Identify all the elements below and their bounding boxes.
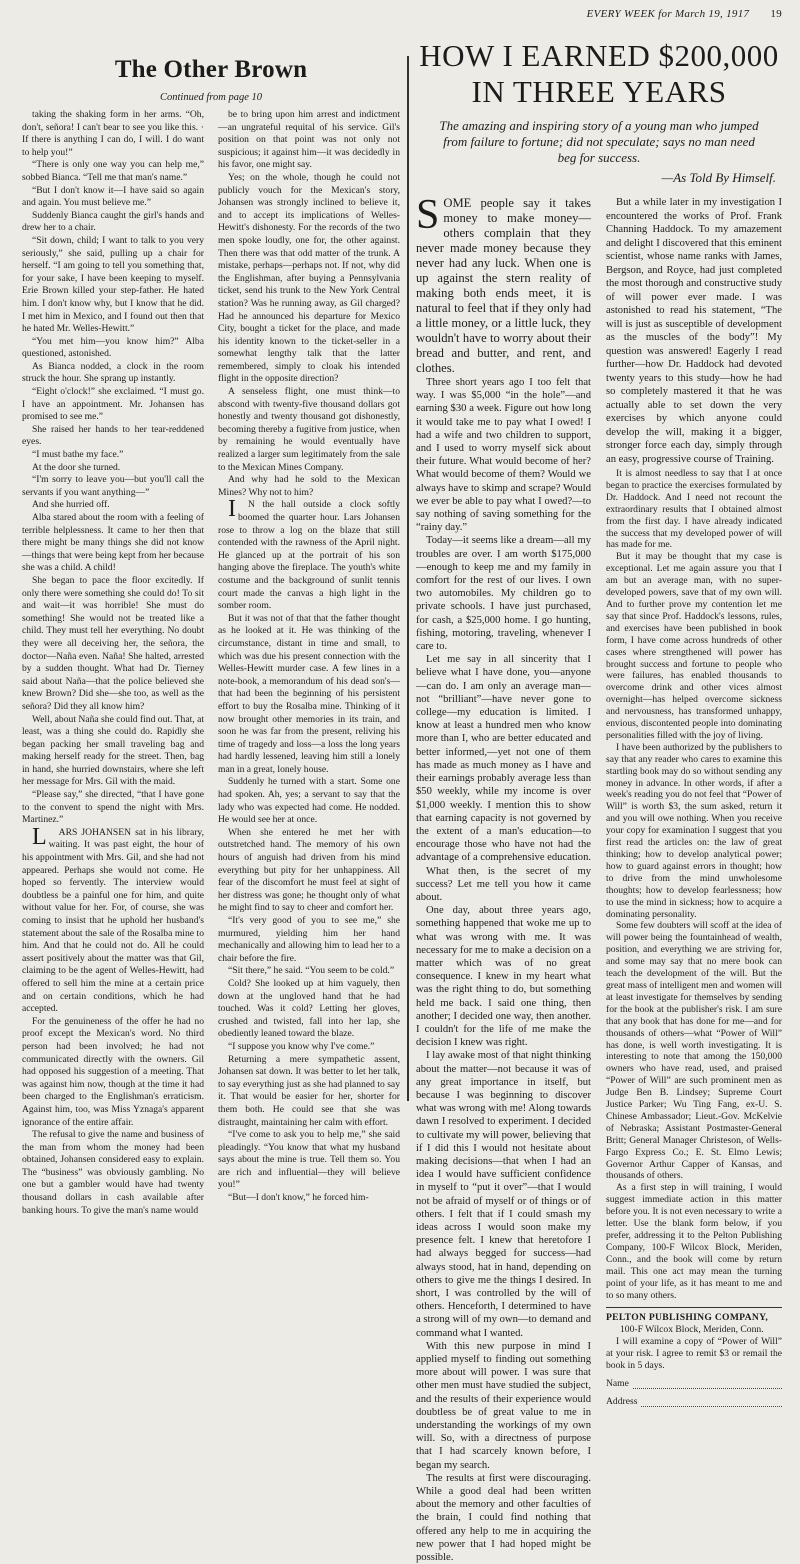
- paragraph: “Please say,” she directed, “that I have gone to the convent to spend the night with Mrs. Martinez.”: [22, 789, 204, 826]
- paragraph: It is almost needless to say that I at once began to practice the exercises formulated by Dr. Haddock. And I need not recount the extraordinary results that I obtained almost from the first day. I have already indicated the success that my developed power of will has made for me.: [606, 468, 782, 551]
- paragraph: “I must bathe my face.”: [32, 449, 124, 461]
- story-title: The Other Brown: [114, 56, 308, 83]
- headline-line-2: IN THREE YEARS: [471, 74, 727, 109]
- paragraph: LARS JOHANSEN sat in his library, waiting. It was past eight, the hour of his appointment with Mrs. Gil, and she had not appeared. Perhaps she would not come. He hoped so fervently. The interview would doubtless be a painful one for him, and quite without value for her. For, of course, she was coming to insist that he uphold her husband's statement about the sale of the Rosalba mine to him. And that he could not do. All he could assert positively about the matter was that Gil, claiming to be the agent of Welles-Hewitt, had offered to sell him the mine at a certain price and on certain conditions, which he had accepted.: [22, 823, 204, 1015]
- paragraph: Let me say in all sincerity that I believe what I have done, you—anyone—can do. I am only an average man—not “brilliant”—have never gone to college—my education is limited. I know at least a hundred men who know more than I, who are better educated and better informed,—yet not one of them has made as much money as I have and their earnings probably average less than $50 weekly, while my income is over $1,000 weekly. I mention this to show that earning capacity is not governed by the extent of a man's education—to encourage those who have not had the advantage of a comprehensive education.: [416, 654, 592, 864]
- paragraph: Three short years ago I too felt that way. I was $5,000 “in the hole”—and earning $30 a week. Figure out how long it would take me to pay what I owed! I had a wife and two children to support, and I used to worry myself sick about their future. What would become of her? What would become of them? Would we always have to skimp and scrape? Would we ever be able to pay what I owed?—to say nothing of saving something for the “rainy day.”: [416, 377, 591, 534]
- column-rule: [407, 56, 409, 1101]
- lead-paragraph: [416, 192, 591, 376]
- paragraph: With this new purpose in mind I applied myself to finding out something more about will power. I was sure that other men must have studied the subject, and the results of their experience would doubtless be of great value to me in understanding the workings of my own will. So, with a directness of purpose that I had scarcely known before, I began my search.: [416, 1340, 591, 1471]
- paragraph: And she hurried off.: [32, 499, 110, 511]
- paragraph: Cold? She looked up at him vaguely, then down at the ungloved hand that he had touched. Was it cold? Letting her gloves, crushed and twisted, fall into her lap, she obediently leaned toward the blaze.: [218, 977, 400, 1040]
- paragraph: “Sit down, child; I want to talk to you very seriously,” she said, pulling up a chair for herself. “I am going to tell you something that, for your sake, I have been keeping to myself. Erie Brown killed your step-father. He hated him. I don't know why, but I know that he did. I met him in Mexico, and I found out then that he hated Mr. Welles-Hewitt.”: [22, 234, 204, 335]
- paragraph: Some few doubters will scoff at the idea of will power being the fountainhead of wealth, position, and everything we are striving for, and some may say that no mere book can teach the development of the will. But the great mass of intelligent men and women will at least investigate for themselves by sending for the book at the publisher's risk. I am sure that any book that has done for me—and for thousands of others—what “Power of Will” has done, is well worth investigating. It is interesting to note that among the 150,000 owners who have read, used, and praised “Power of Will” are such prominent men as Judge Ben B. Lindsey; Supreme Court Justice Parker; Wu Ting Fang, ex-U. S. Chinese Ambassador; Lieut.-Gov. McKelvie of Nebraska; Assistant Postmaster-General Britt; General Manager Christeson, of Wells-Fargo Express Co.; E. St. Elmo Lewis; Governor Arthur Capper of Kansas, and thousands of others.: [606, 920, 782, 1182]
- paragraph: She raised her hands to her tear-reddened eyes.: [22, 423, 204, 448]
- lead-text: OME people say it takes money to make money—others complain that they never made money because they never had any luck. When one is up against the stern reality of making both ends meet, it is natural to feel that if they only had a little money, or a little luck, they wouldn't have to worry about their bread and butter, and rent, and clothes.: [416, 196, 591, 375]
- paragraph: “You met him—you know him?” Alba questioned, astonished.: [22, 335, 204, 360]
- paragraph: Today—it seems like a dream—all my troubles are over. I am worth $175,000—enough to keep me and my family in comfort for the rest of our lives. I own two automobiles. My children go to private schools. I have just purchased, for cash, a $25,000 home. I go hunting, fishing, motoring, traveling, whenever I care to.: [416, 535, 591, 653]
- paragraph: Alba stared about the room with a feeling of terrible helplessness. It came to her then that there might be many things she did not know—things that were being kept from her because she was a child. A child!: [22, 512, 204, 574]
- paragraph: One day, about three years ago, something happened that woke me up to what was wrong with me. It was necessary for me to make a decision on a matter which was of no great consequence. I knew in my heart what was the right thing to do, but something held me back. I said one thing, then another; I decided one way, then another. I couldn't for the life of me make the decision I knew was right.: [416, 905, 591, 1049]
- paragraph: And why had he sold to the Mexican Mines? Why not to him?: [218, 474, 400, 498]
- paragraph: taking the shaking form in her arms. “Oh, don't, señora! I can't bear to see you like this. · If there is anything I can do, I will. I do want to help you!”: [22, 109, 204, 158]
- paragraph: “But—I don't know,” he forced him-: [228, 1192, 369, 1204]
- paragraph: “It's very good of you to see me,” she murmured, yielding him her hand mechanically and allowing him to lead her to a chair before the fire.: [218, 915, 400, 964]
- name-label: Name: [606, 1378, 629, 1390]
- headline-line-1: HOW I EARNED: [419, 38, 651, 73]
- paragraph: But it was not of that that the father thought as he looked at it. He was thinking of the circumstance, distant in time and small, to which was due his present connection with the Welles-Hewitt murder case. A few lines in a note-book, a memorandum of his dead son's—that had been the beginning of his persistent effort to buy the Rosalba mine. Thinking of it now brought other memories in its train, and soon he was far from the present, reliving his time of tragedy and loss—a loss the long years had hardly lessened, leaving him still a lonely man in a great, lonely house.: [218, 612, 400, 775]
- paragraph: “I suppose you know why I've come.”: [228, 1040, 375, 1052]
- order-coupon[interactable]: [606, 1307, 782, 1408]
- paragraph: IN the hall outside a clock softly boomed the quarter hour. Lars Johansen rose to throw a log on the blaze that still contended with the rawness of the April night. He glanced up at the portrait of his son hanging above the fireplace. The youth's white costume and the background of sunlit tennis court made the canvas a high light in the somber room.: [218, 496, 400, 612]
- subheadline: The amazing and inspiring story of a young man who jumped from failure to fortune; did not speculate; says no man need beg for success.: [439, 118, 759, 165]
- coupon-address: 100-F Wilcox Block, Meriden, Conn.: [620, 1324, 764, 1336]
- paragraph: But a while later in my investigation I encountered the works of Prof. Frank Channing Haddock. To my amazement and delight I discovered that this eminent scientist, whose name ranks with James, Bergson, and Royce, had just completed the most thorough and constructive study of will power ever made. I was astonished to read his statement, “The will is just as susceptible of development as the muscles of the body”! My question was answered! Eagerly I read further—how Dr. Haddock had devoted twenty years to this study—how he had so completely mastered it that he was actually able to set down the very exercises by which anyone could develop the will, making it a bigger, stronger force each day, simply through an easy, progressive course of Training.: [606, 197, 782, 465]
- paragraph: Returning a mere sympathetic assent, Johansen sat down. It was better to let her talk, to say everything just as she had planned to say it. That would be easier for her, shorter for them both. He could see that she was distraught, maintaining her calm with effort.: [218, 1053, 400, 1128]
- article-column-1: [416, 192, 592, 1564]
- story-the-other-brown: [22, 50, 400, 1216]
- paragraph: I have been authorized by the publishers to say that any reader who cares to examine this startling book may do so without sending any money in advance. In other words, if after a week's reading you do not feel that “Power of Will” is worth $3, the sum asked, return it and you will owe nothing. When you receive your copy for examination I suggest that you first read the articles on: the law of great thinking; how to develop analytical power; how to guard against errors in thought; how to drive from the mind unwholesome thoughts; how to develop fearlessness; how to use the mind in sickness; how to acquire a dominating personality.: [606, 741, 782, 920]
- paragraph: Well, about Naña she could find out. That, at least, was a thing she could do. Rapidly she began packing her small traveling bag and making herself ready for the street. Then, bag in hand, she hurried downstairs, where she left her message for Mrs. Gil with the maid.: [22, 713, 204, 788]
- paragraph: I lay awake most of that night thinking about the matter—not because it was of any great importance in itself, but because I was beginning to discover what was wrong with me! Along towards dawn I resolved to experiment. I decided to cultivate my will power, believing that if I did this I would not hesitate about making decisions—that when I had an idea I would have sufficient confidence in myself to “put it over”—that I would not be afraid of myself or of things or of others. I felt that if I could smash my ideas across I would soon make my presence felt. I knew that heretofore I had always begged for success—had always stood, hat in hand, depending on others to give me the things I desired. In short, I was controlled by the will of others. Henceforth, I determined to have a strong will of my own—to demand and command what I wanted.: [416, 1050, 591, 1339]
- paragraph: “But I don't know it—I have said so again and again. You must believe me.”: [22, 184, 204, 209]
- paragraph: The results at first were discouraging. While a good deal had been written about the memory and other faculties of the brain, I could find nothing that offered any help to me in acquiring the new power that I had hoped might be possible.: [416, 1472, 591, 1564]
- paragraph: “I've come to ask you to help me,” she said pleadingly. “You know that what my husband says about the mine is true. Tell them so. You are rich and influential—they will believe you!”: [218, 1129, 400, 1191]
- paragraph: Yes; on the whole, though he could not publicly vouch for the Mexican's story, Johansen was strongly inclined to believe it, and to accept its implications of Welles-Hewitt's dishonesty. For the records of the two men spoke loudly, one for, the other against. Then there was that odd matter of the trunk. A mistake, perhaps—perhaps not. If not, why did the Englishman, after buying a Pennsylvania ticket, send his trunk to the New York Central station? Was he running away, as Gil charged? Had he announced his departure for Mexico City, bought a ticket for the place, and made his identity known to the ticket-seller in a somewhat lengthy talk that the latter remembered, simply to cloak his intended flight in the opposite direction?: [218, 171, 400, 385]
- coupon-company: PELTON PUBLISHING COMPANY,: [606, 1312, 769, 1324]
- headline-amount: $200,000: [658, 38, 779, 73]
- story-column-2: [218, 109, 400, 1217]
- paragraph: “Eight o'clock!” she exclaimed. “I must go. I have an appointment. Mr. Johansen has promised to see me.”: [22, 386, 204, 423]
- paragraph: As Bianca nodded, a clock in the room struck the hour. She sprang up instantly.: [22, 360, 204, 385]
- paragraph: A senseless flight, one must think—to abscond with twenty-five thousand dollars got honestly and twenty thousand got dishonestly, becoming thereby a fugitive from justice, when by remaining he would eventually have realized a larger sum legitimately from the sale to the Mexican Mines Company.: [218, 386, 400, 473]
- story-column-1: [22, 109, 204, 1217]
- paragraph: be to bring upon him arrest and indictment—an ungrateful requital of his service. Gil's position on that point was not only not suspicious; it against him—it was decidedly in his favor, one might say.: [218, 109, 400, 171]
- page-number: 19: [770, 8, 782, 20]
- publication-line: EVERY WEEK for March 19, 1917: [586, 8, 750, 20]
- paragraph: As a first step in will training, I would suggest immediate action in this matter before you. It is not even necessary to write a letter. Use the blank form below, if you prefer, addressing it to the Pelton Publishing Company, 100-F Wilcox Block, Meriden, Conn., and the book will come by return mail. This one act may mean the turning point of your life, as it has meant to me and to so many others.: [606, 1182, 782, 1301]
- headline: [416, 38, 782, 110]
- paragraph: What then, is the secret of my success? Let me tell you how it came about.: [416, 865, 591, 903]
- address-field[interactable]: [606, 1396, 782, 1408]
- paragraph: But it may be thought that my case is exceptional. Let me again assure you that I am but an average man, with no super-developed powers, save that of my own will. And to further prove my contention let me say that since Prof. Haddock's lessons, rules, and exercises have been published in book form, I have come across hundreds of other cases where strengthened will power has brought success and fortune to people who were failures, has enabled thousands to overcome drink and other vices almost overnight—has helped overcome sickness and nervousness, has transformed unhappy, envious, discontented people into dominating personalities filled with the joy of living.: [606, 551, 782, 741]
- paragraph: “Sit there,” he said. “You seem to be cold.”: [228, 965, 395, 977]
- paragraph: “There is only one way you can help me,” sobbed Bianca. “Tell me that man's name.”: [22, 159, 204, 183]
- running-head: [587, 8, 782, 20]
- paragraph: For the genuineness of the offer he had no proof except the Mexican's word. No third person had been involved; he had not communicated directly with the owners. Gil had opposed his suggestion of a meeting. That was against him now, though at the time it had been charged to the Englishman's erraticism. Against him, too, was Miss Yznaga's apparent ignorance of the entire affair.: [22, 1015, 204, 1128]
- paragraph: When she entered he met her with outstretched hand. The memory of his own hours of anguish had driven from his mind everything but pity for her unhappiness. All fear of the discomfort he must feel at sight of her distress was gone; he thought only of what he might find to say to cheer and comfort her.: [218, 826, 400, 914]
- address-label: Address: [606, 1396, 638, 1408]
- paragraph: At the door she turned.: [32, 461, 121, 473]
- name-line[interactable]: [633, 1378, 782, 1389]
- paragraph: She began to pace the floor excitedly. If only there were something she could do! To sit and wait—it was horrible! She must do something! She would not be treated like a child. They must tell her everything. No doubt they were all deceiving her, the señora, the doctor—Naña even. Naña! She halted, arrested by a sudden thought. What had Dr. Tierney said about Naña—that the police believed she knew Brown? Did she—she too, as well as the señora? Did they all know him?: [22, 574, 204, 712]
- drop-cap: S: [416, 192, 440, 238]
- story-how-i-earned: [416, 38, 782, 1564]
- coupon-offer: I will examine a copy of “Power of Will” at your risk. I agree to remit $3 or remail the book in 5 days.: [606, 1336, 782, 1372]
- paragraph: Suddenly Bianca caught the girl's hands and drew her to a chair.: [22, 209, 204, 234]
- paragraph: The refusal to give the name and business of the man from whom the money had been obtained, Johansen considered easy to explain. The “business” was obviously gambling. No one but a gambler would have had twenty thousand dollars in cash available after banking hours. To give the man's name would: [22, 1129, 204, 1216]
- continued-note: Continued from page 10: [160, 92, 262, 103]
- article-column-2: [606, 196, 782, 1564]
- address-line[interactable]: [641, 1396, 782, 1407]
- paragraph: “I'm sorry to leave you—but you'll call the servants if you want anything—”: [22, 474, 204, 498]
- byline: —As Told By Himself.: [661, 170, 776, 185]
- paragraph: Suddenly he turned with a start. Some one had spoken. Ah, yes; a servant to say that the lady who was expected had come. He nodded. He would see her at once.: [218, 776, 400, 826]
- name-field[interactable]: [606, 1378, 782, 1390]
